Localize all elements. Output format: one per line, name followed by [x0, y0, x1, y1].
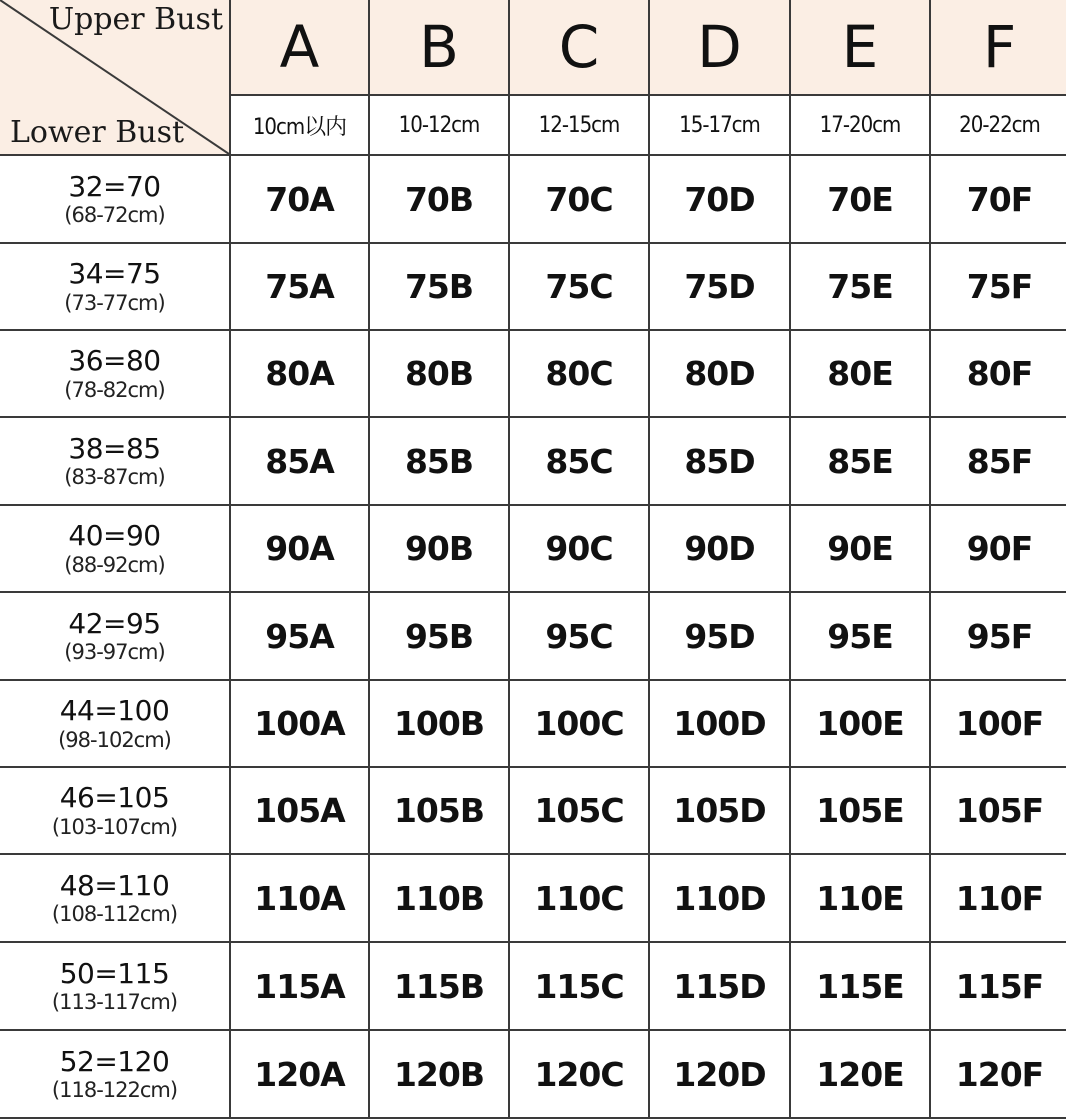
size-cell: 105D [650, 768, 791, 855]
cup-range-c: 12-15cm [510, 96, 650, 156]
band-size-label: 42=95 [68, 606, 161, 640]
size-cell: 70B [370, 156, 510, 244]
size-cell: 90B [370, 506, 510, 593]
size-cell: 90E [791, 506, 931, 593]
size-cell: 115E [791, 943, 931, 1031]
size-cell: 85F [931, 418, 1066, 506]
size-cell: 110B [370, 855, 510, 943]
size-cell: 75B [370, 244, 510, 331]
cup-range-a: 10cm以内 [231, 96, 370, 156]
size-cell: 95E [791, 593, 931, 681]
band-size-label: 40=90 [68, 519, 161, 553]
size-cell: 75E [791, 244, 931, 331]
size-cell: 115F [931, 943, 1066, 1031]
size-cell: 70D [650, 156, 791, 244]
band-size-cell [0, 506, 231, 593]
size-cell: 105C [510, 768, 650, 855]
band-size-cell [0, 156, 231, 244]
band-size-cell [0, 1031, 231, 1119]
band-size-label: 38=85 [68, 431, 161, 465]
size-cell: 120E [791, 1031, 931, 1119]
size-cell: 120A [231, 1031, 370, 1119]
size-cell: 80D [650, 331, 791, 418]
band-cm-range: (68-72cm) [64, 203, 165, 228]
size-cell: 95F [931, 593, 1066, 681]
size-cell: 115A [231, 943, 370, 1031]
band-size-label: 34=75 [68, 257, 161, 291]
band-cm-range: (93-97cm) [64, 640, 165, 665]
upper-bust-label: Upper Bust [48, 2, 223, 37]
size-cell: 105F [931, 768, 1066, 855]
size-cell: 90F [931, 506, 1066, 593]
size-cell: 100D [650, 681, 791, 768]
size-cell: 80C [510, 331, 650, 418]
size-cell: 100E [791, 681, 931, 768]
band-size-label: 50=115 [59, 956, 170, 990]
size-cell: 115B [370, 943, 510, 1031]
size-cell: 80F [931, 331, 1066, 418]
size-cell: 85E [791, 418, 931, 506]
corner-header-cell [0, 0, 231, 156]
band-size-cell [0, 943, 231, 1031]
band-size-label: 46=105 [59, 781, 170, 815]
cup-header-a: A [231, 0, 370, 96]
band-size-label: 48=110 [59, 868, 170, 902]
cup-range-b: 10-12cm [370, 96, 510, 156]
size-cell: 95A [231, 593, 370, 681]
cup-header-c: C [510, 0, 650, 96]
size-cell: 110D [650, 855, 791, 943]
size-cell: 70F [931, 156, 1066, 244]
size-cell: 70E [791, 156, 931, 244]
size-cell: 80A [231, 331, 370, 418]
size-cell: 90A [231, 506, 370, 593]
cup-range-f: 20-22cm [931, 96, 1066, 156]
band-cm-range: (83-87cm) [64, 465, 165, 490]
size-cell: 75C [510, 244, 650, 331]
band-cm-range: (88-92cm) [64, 552, 165, 577]
size-cell: 115D [650, 943, 791, 1031]
band-size-label: 44=100 [59, 694, 170, 728]
cup-header-d: D [650, 0, 791, 96]
band-cm-range: (108-112cm) [51, 902, 178, 927]
band-size-cell [0, 855, 231, 943]
size-cell: 110A [231, 855, 370, 943]
cup-range-e: 17-20cm [791, 96, 931, 156]
size-cell: 95D [650, 593, 791, 681]
size-cell: 120F [931, 1031, 1066, 1119]
size-cell: 115C [510, 943, 650, 1031]
size-cell: 90C [510, 506, 650, 593]
lower-bust-label: Lower Bust [10, 115, 185, 150]
band-cm-range: (103-107cm) [51, 814, 178, 839]
size-cell: 70A [231, 156, 370, 244]
size-cell: 100C [510, 681, 650, 768]
band-size-cell [0, 681, 231, 768]
cup-range-d: 15-17cm [650, 96, 791, 156]
band-size-cell [0, 418, 231, 506]
size-cell: 95B [370, 593, 510, 681]
size-cell: 100A [231, 681, 370, 768]
size-cell: 120B [370, 1031, 510, 1119]
size-cell: 95C [510, 593, 650, 681]
band-size-cell [0, 244, 231, 331]
size-cell: 105B [370, 768, 510, 855]
size-cell: 85C [510, 418, 650, 506]
size-cell: 85A [231, 418, 370, 506]
size-cell: 105E [791, 768, 931, 855]
size-cell: 75A [231, 244, 370, 331]
size-cell: 75F [931, 244, 1066, 331]
band-cm-range: (98-102cm) [58, 727, 171, 752]
size-cell: 80B [370, 331, 510, 418]
size-cell: 80E [791, 331, 931, 418]
band-size-label: 36=80 [68, 344, 161, 378]
band-cm-range: (73-77cm) [64, 290, 165, 315]
cup-header-b: B [370, 0, 510, 96]
size-cell: 105A [231, 768, 370, 855]
size-cell: 85D [650, 418, 791, 506]
band-cm-range: (113-117cm) [51, 990, 178, 1015]
size-cell: 85B [370, 418, 510, 506]
size-cell: 110C [510, 855, 650, 943]
band-size-cell [0, 593, 231, 681]
cup-header-f: F [931, 0, 1066, 96]
band-cm-range: (118-122cm) [51, 1078, 178, 1103]
size-cell: 110F [931, 855, 1066, 943]
band-size-cell [0, 331, 231, 418]
size-cell: 70C [510, 156, 650, 244]
size-cell: 120D [650, 1031, 791, 1119]
band-size-cell [0, 768, 231, 855]
size-cell: 75D [650, 244, 791, 331]
band-size-label: 32=70 [68, 169, 161, 203]
cup-header-e: E [791, 0, 931, 96]
size-cell: 90D [650, 506, 791, 593]
band-size-label: 52=120 [59, 1044, 170, 1078]
size-cell: 120C [510, 1031, 650, 1119]
size-cell: 110E [791, 855, 931, 943]
size-cell: 100F [931, 681, 1066, 768]
band-cm-range: (78-82cm) [64, 377, 165, 402]
size-cell: 100B [370, 681, 510, 768]
